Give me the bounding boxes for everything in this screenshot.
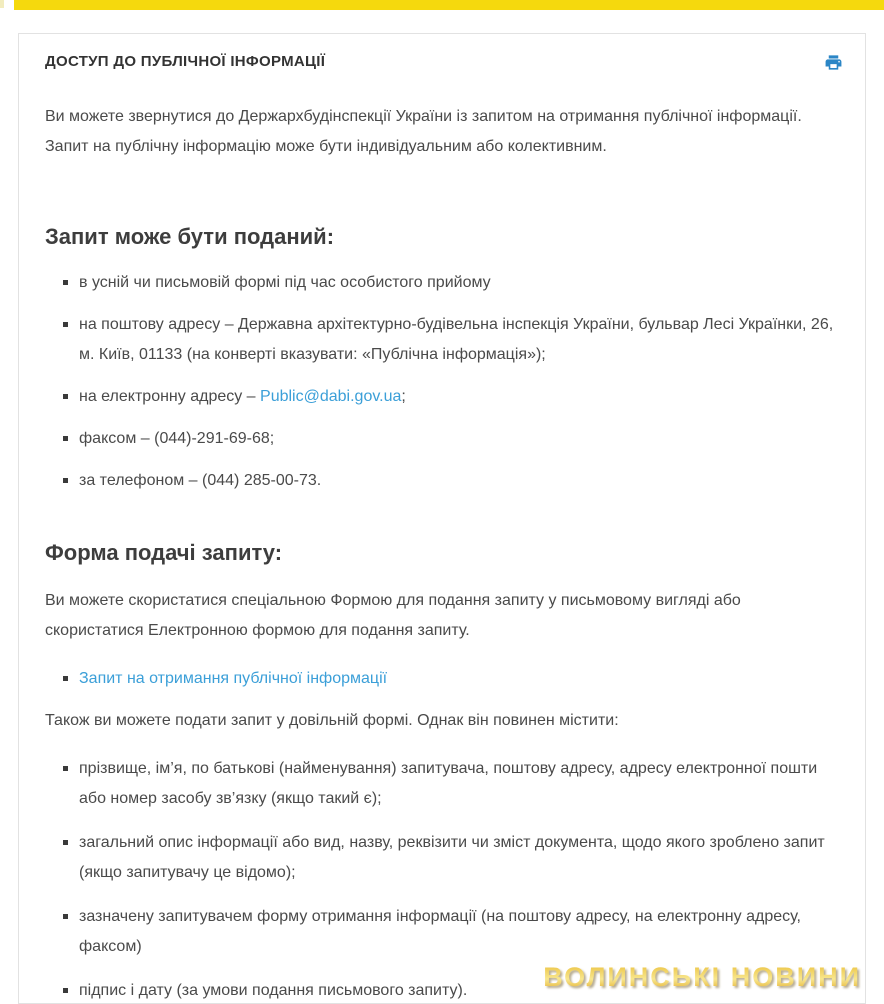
free-form-paragraph: Також ви можете подати запит у довільній формі. Однак він повинен містити: bbox=[45, 712, 619, 729]
email-link[interactable]: Public@dabi.gov.ua bbox=[260, 388, 402, 405]
bullet-square-icon bbox=[63, 914, 68, 919]
request-methods-list bbox=[45, 268, 839, 496]
bullet-square-icon bbox=[63, 478, 68, 483]
form-paragraph: Ви можете скористатися спеціальною Формою для подання запиту у письмовому вигляді або скористатися Електронною формою для подання запиту. bbox=[45, 592, 741, 639]
printer-icon bbox=[824, 53, 843, 72]
requirement-item bbox=[63, 754, 839, 814]
list-item-text: підпис і дату (за умови подання письмового запиту). bbox=[79, 982, 468, 999]
email-text-suffix: ; bbox=[401, 388, 406, 405]
intro-paragraph: Ви можете звернутися до Держархбудінспекції України із запитом на отримання публічної інформації. Запит на публічну інформацію може бути індивідуальним або колективним. bbox=[45, 108, 802, 155]
list-item-text bbox=[79, 388, 406, 405]
section-heading-request-submission: Запит може бути поданий: bbox=[45, 224, 335, 249]
email-text-prefix: на електронну адресу – bbox=[79, 388, 261, 405]
list-item-postal bbox=[63, 310, 839, 370]
card-header bbox=[45, 53, 839, 74]
bullet-square-icon bbox=[63, 280, 68, 285]
request-form-link-list bbox=[45, 664, 839, 694]
requirement-item bbox=[63, 828, 839, 888]
bullet-square-icon bbox=[63, 988, 68, 993]
print-button[interactable] bbox=[822, 51, 845, 74]
request-form-link[interactable]: Запит на отримання публічної інформації bbox=[79, 670, 388, 687]
page-title: ДОСТУП ДО ПУБЛІЧНОЇ ІНФОРМАЦІЇ bbox=[45, 53, 326, 70]
list-item-request-form-link bbox=[63, 664, 839, 694]
requirement-item bbox=[63, 902, 839, 962]
list-item-text: зазначену запитувачем форму отримання інформації (на поштову адресу, на електронну адресу, факсом) bbox=[79, 908, 801, 955]
list-item-personal bbox=[63, 268, 839, 298]
list-item-phone bbox=[63, 466, 839, 496]
bullet-square-icon bbox=[63, 394, 68, 399]
bullet-square-icon bbox=[63, 436, 68, 441]
top-accent-bar bbox=[14, 0, 884, 10]
content-card bbox=[18, 33, 866, 1004]
bullet-square-icon bbox=[63, 676, 68, 681]
list-item-text: прізвище, ім’я, по батькові (найменування) запитувача, поштову адресу, адресу електронної пошти або номер засобу зв’язку (якщо такий є); bbox=[79, 760, 818, 807]
list-item-text: факсом – (044)-291-69-68; bbox=[79, 430, 275, 447]
list-item-text: загальний опис інформації або вид, назву, реквізити чи зміст документа, щодо якого зроблено запит (якщо запитувачу це відомо); bbox=[79, 834, 825, 881]
bullet-square-icon bbox=[63, 322, 68, 327]
list-item-text: за телефоном – (044) 285-00-73. bbox=[79, 472, 322, 489]
watermark-volynski-novyny: ВОЛИНСЬКІ НОВИНИ bbox=[543, 962, 861, 992]
section-heading-form: Форма подачі запиту: bbox=[45, 540, 283, 565]
list-item-fax bbox=[63, 424, 839, 454]
bullet-square-icon bbox=[63, 766, 68, 771]
list-item-text: на поштову адресу – Державна архітектурно-будівельна інспекція України, бульвар Лесі Українки, 26, м. Київ, 01133 (на конверті вказувати: «Публічна інформація»); bbox=[79, 316, 834, 363]
top-bar-fragment bbox=[0, 0, 4, 8]
bullet-square-icon bbox=[63, 840, 68, 845]
list-item-text: в усній чи письмовій формі під час особистого прийому bbox=[79, 274, 491, 291]
list-item-email bbox=[63, 382, 839, 412]
